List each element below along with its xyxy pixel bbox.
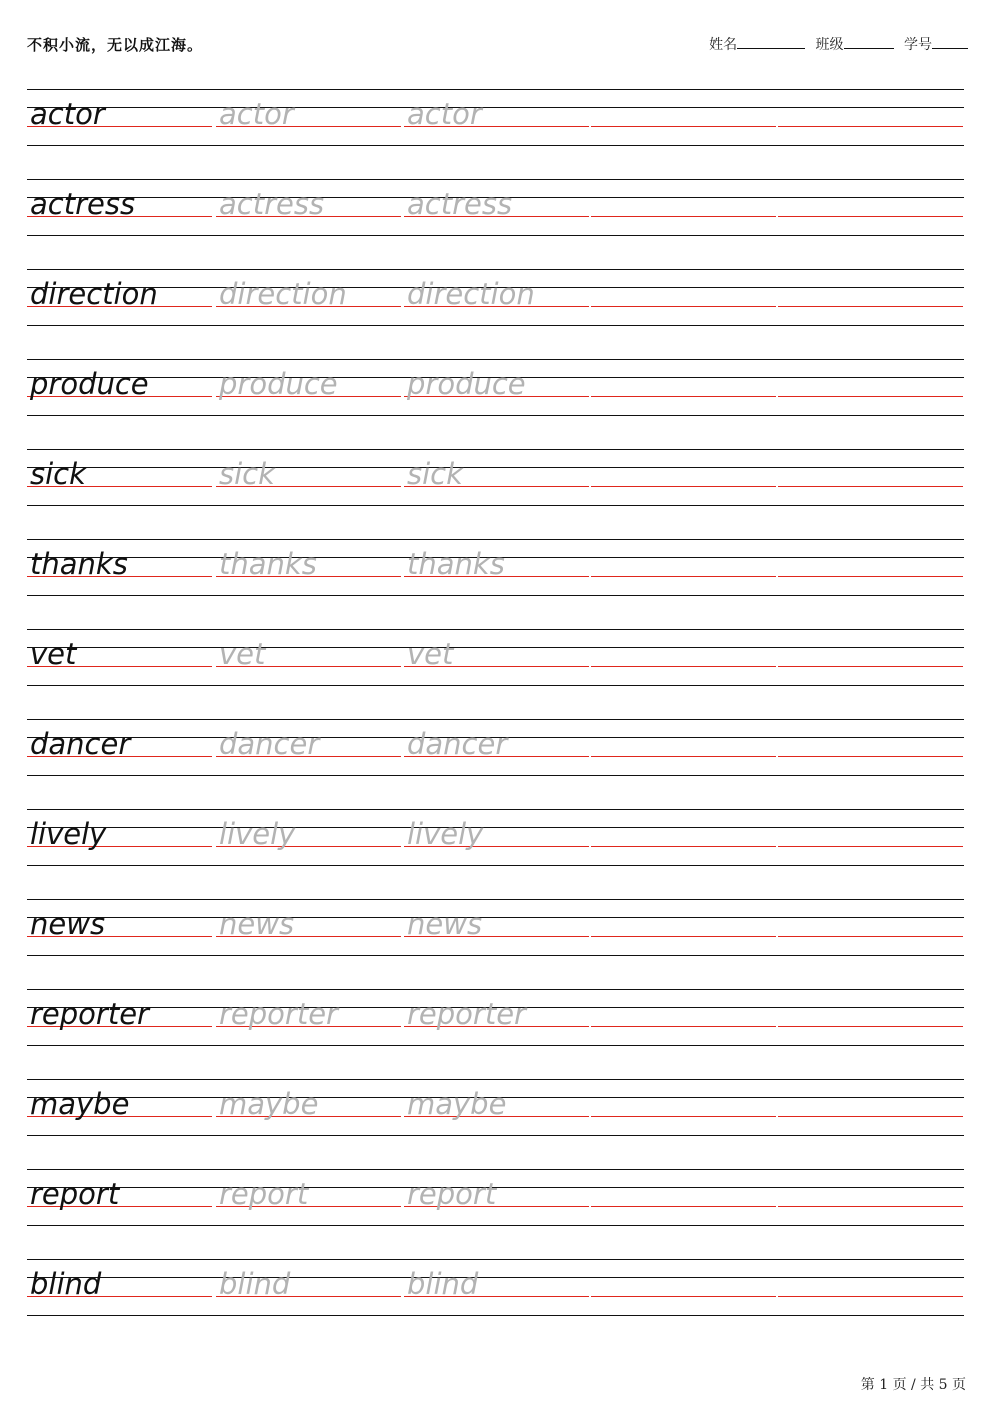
model-word: blind [30, 1267, 102, 1301]
name-blank [737, 36, 805, 49]
trace-cell [404, 89, 589, 145]
trace-cell [404, 1259, 589, 1315]
name-label: 姓名 [709, 37, 738, 53]
trace-word: actor [219, 97, 294, 131]
trace-word: maybe [407, 1087, 507, 1121]
blank-cell[interactable] [591, 1169, 776, 1225]
guide-line [27, 865, 964, 866]
guide-line [27, 595, 964, 596]
guide-line [27, 685, 964, 686]
practice-row [27, 539, 964, 629]
practice-row [27, 1259, 964, 1349]
blank-cell[interactable] [778, 89, 963, 145]
trace-cell [404, 1079, 589, 1135]
trace-cell [216, 89, 401, 145]
practice-row [27, 269, 964, 359]
class-label: 班级 [815, 37, 844, 53]
blank-cell[interactable] [778, 719, 963, 775]
practice-row [27, 89, 964, 179]
trace-word: maybe [219, 1087, 319, 1121]
blank-cell[interactable] [778, 1079, 963, 1135]
blank-cell[interactable] [591, 1079, 776, 1135]
id-label: 学号 [904, 37, 932, 53]
model-cell [27, 899, 212, 955]
guide-line [27, 145, 964, 146]
model-word: direction [30, 277, 158, 311]
model-word: actor [30, 97, 105, 131]
blank-cell[interactable] [778, 989, 963, 1045]
trace-word: thanks [219, 547, 317, 581]
trace-word: news [407, 907, 483, 941]
trace-cell [216, 629, 401, 685]
blank-cell[interactable] [591, 1259, 776, 1315]
model-cell [27, 1169, 212, 1225]
trace-word: produce [407, 367, 526, 401]
blank-cell[interactable] [778, 359, 963, 415]
guide-line [27, 1315, 964, 1316]
trace-cell [216, 359, 401, 415]
blank-cell[interactable] [591, 629, 776, 685]
practice-row [27, 449, 964, 539]
practice-row [27, 359, 964, 449]
model-word: report [30, 1177, 120, 1211]
trace-cell [216, 539, 401, 595]
trace-cell [404, 719, 589, 775]
trace-word: blind [219, 1267, 291, 1301]
guide-line [27, 1225, 964, 1226]
guide-line [27, 505, 964, 506]
model-cell [27, 1079, 212, 1135]
id-blank [932, 36, 968, 49]
practice-row [27, 629, 964, 719]
blank-cell[interactable] [778, 1169, 963, 1225]
blank-cell[interactable] [778, 809, 963, 865]
practice-row [27, 1169, 964, 1259]
guide-line [27, 955, 964, 956]
guide-line [27, 415, 964, 416]
blank-cell[interactable] [591, 449, 776, 505]
trace-word: dancer [219, 727, 320, 761]
trace-cell [404, 1169, 589, 1225]
trace-word: blind [407, 1267, 479, 1301]
writing-grid [27, 89, 964, 1349]
trace-cell [404, 269, 589, 325]
blank-cell[interactable] [591, 989, 776, 1045]
model-word: lively [30, 817, 107, 851]
model-cell [27, 359, 212, 415]
trace-word: actress [219, 187, 325, 221]
trace-word: news [219, 907, 295, 941]
blank-cell[interactable] [778, 899, 963, 955]
motto: 不积小流，无以成江海。 [27, 36, 204, 54]
trace-cell [216, 179, 401, 235]
guide-line [27, 1135, 964, 1136]
trace-word: sick [219, 457, 275, 491]
practice-row [27, 989, 964, 1079]
model-cell [27, 179, 212, 235]
trace-cell [404, 809, 589, 865]
model-word: reporter [30, 997, 149, 1031]
blank-cell[interactable] [591, 899, 776, 955]
trace-cell [404, 899, 589, 955]
trace-cell [216, 1079, 401, 1135]
trace-cell [216, 989, 401, 1045]
trace-word: direction [407, 277, 535, 311]
trace-cell [216, 719, 401, 775]
blank-cell[interactable] [591, 539, 776, 595]
blank-cell[interactable] [591, 359, 776, 415]
model-cell [27, 989, 212, 1045]
model-word: produce [30, 367, 149, 401]
model-cell [27, 629, 212, 685]
model-cell [27, 269, 212, 325]
trace-word: report [407, 1177, 497, 1211]
trace-word: direction [219, 277, 347, 311]
trace-word: report [219, 1177, 309, 1211]
model-cell [27, 89, 212, 145]
model-word: news [30, 907, 106, 941]
trace-word: lively [219, 817, 296, 851]
trace-word: produce [219, 367, 338, 401]
practice-row [27, 179, 964, 269]
model-word: dancer [30, 727, 131, 761]
trace-cell [216, 269, 401, 325]
practice-row [27, 899, 964, 989]
blank-cell[interactable] [778, 269, 963, 325]
model-word: maybe [30, 1087, 130, 1121]
model-word: vet [30, 637, 77, 671]
model-cell [27, 719, 212, 775]
page-number: 第 1 页 / 共 5 页 [860, 1377, 966, 1393]
model-cell [27, 539, 212, 595]
model-cell [27, 1259, 212, 1315]
trace-cell [404, 179, 589, 235]
blank-cell[interactable] [778, 1259, 963, 1315]
trace-cell [216, 809, 401, 865]
trace-cell [404, 629, 589, 685]
blank-cell[interactable] [591, 89, 776, 145]
guide-line [27, 325, 964, 326]
guide-line [27, 235, 964, 236]
blank-cell[interactable] [778, 449, 963, 505]
model-word: thanks [30, 547, 128, 581]
trace-word: actress [407, 187, 513, 221]
trace-word: actor [407, 97, 482, 131]
practice-row [27, 1079, 964, 1169]
trace-word: reporter [219, 997, 338, 1031]
blank-cell[interactable] [778, 629, 963, 685]
guide-line [27, 1045, 964, 1046]
blank-cell[interactable] [778, 179, 963, 235]
class-blank [844, 36, 894, 49]
model-word: actress [30, 187, 136, 221]
trace-word: dancer [407, 727, 508, 761]
student-info [709, 34, 968, 54]
trace-word: vet [219, 637, 266, 671]
trace-word: sick [407, 457, 463, 491]
trace-cell [404, 989, 589, 1045]
trace-cell [216, 449, 401, 505]
trace-word: vet [407, 637, 454, 671]
trace-word: lively [407, 817, 484, 851]
trace-cell [404, 449, 589, 505]
trace-word: thanks [407, 547, 505, 581]
blank-cell[interactable] [778, 539, 963, 595]
blank-cell[interactable] [591, 719, 776, 775]
practice-row [27, 809, 964, 899]
model-word: sick [30, 457, 86, 491]
guide-line [27, 775, 964, 776]
model-cell [27, 809, 212, 865]
blank-cell[interactable] [591, 809, 776, 865]
blank-cell[interactable] [591, 269, 776, 325]
trace-cell [216, 1169, 401, 1225]
model-cell [27, 449, 212, 505]
trace-cell [216, 1259, 401, 1315]
trace-word: reporter [407, 997, 526, 1031]
blank-cell[interactable] [591, 179, 776, 235]
trace-cell [404, 359, 589, 415]
trace-cell [404, 539, 589, 595]
trace-cell [216, 899, 401, 955]
practice-row [27, 719, 964, 809]
